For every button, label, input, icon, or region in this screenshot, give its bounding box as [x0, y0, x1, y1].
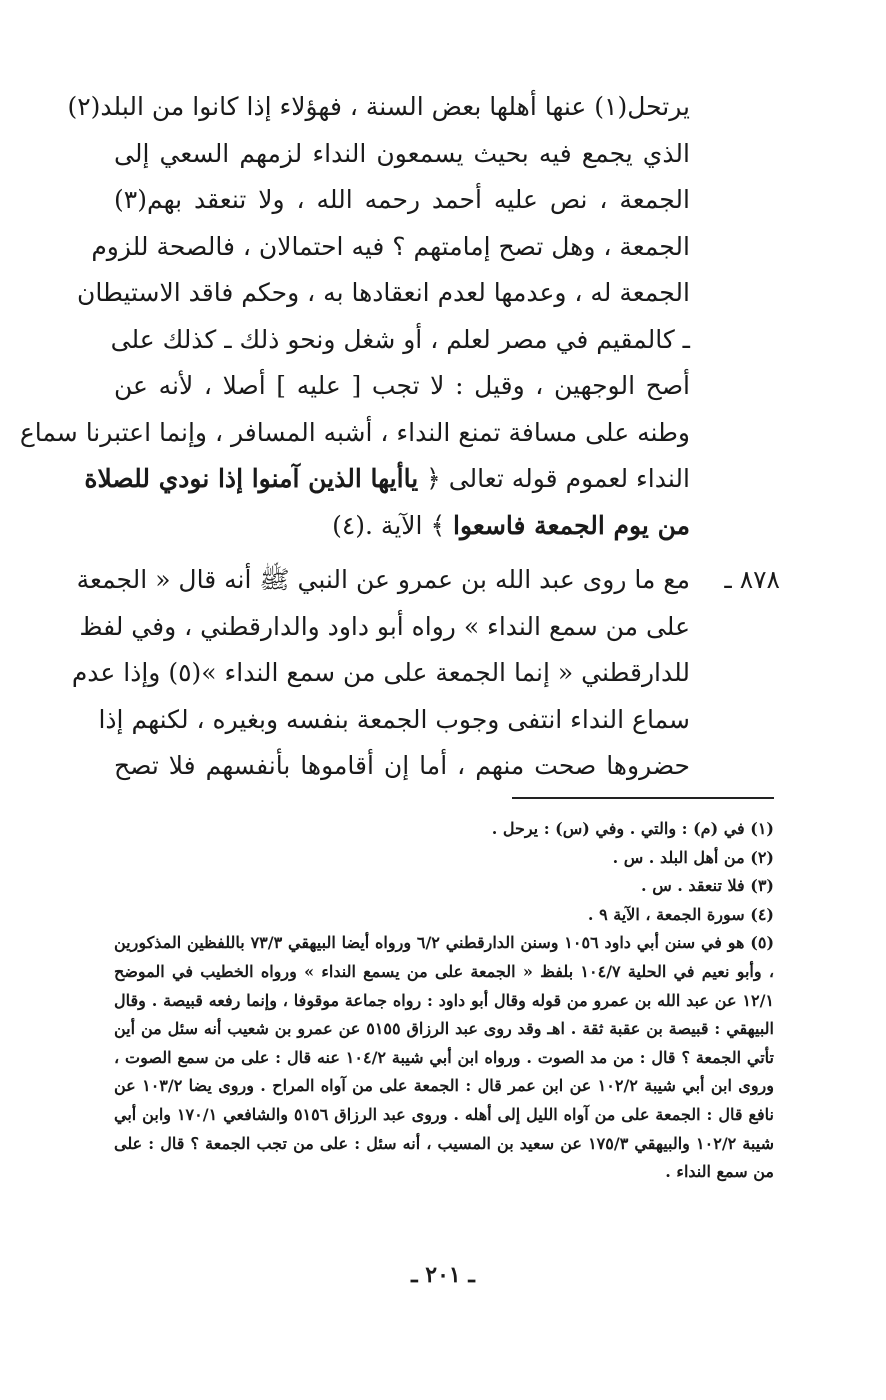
footnote-1: (١) في (م) : والتي . وفي (س) : يرحل .	[491, 819, 774, 838]
text-line: الجمعة ، وهل تصح إمامتهم ؟ فيه احتمالان ، فالصحة للزوم	[91, 231, 690, 261]
footnote-5: (٥) هو في سنن أبي داود ١٠٥٦ وسنن الدارقطني ٦/٢ ورواه أيضا البيهقي ٧٣/٣ باللفظين المذكورين ، وأبو نعيم في الحلية ١٠٤/٧ بلفظ « الجمعة على من يسمع النداء » ورواه الخطيب في الموضح ١٢/١ عن عبد الله بن عمرو من قوله وقال أبو داود : رواه جماعة موقوفا ، وإنما رفعه قبيصة . وقال البيهقي : قبيصة بن عقبة ثقة . اهـ وقد روى عبد الرزاق ٥١٥٥ عن عمرو بن شعيب أنه سئل من أين تأتي الجمعة ؟ قال : من مد الصوت . ورواه ابن أبي شيبة ١٠٤/٢ عنه قال : على من سمع الصوت ، وروى ابن أبي شيبة ١٠٢/٢ عن ابن عمر قال : الجمعة على من آواه المراح . وروى يضا ١٠٣/٢ عن نافع قال : الجمعة على من آواه الليل إلى أهله . وروى عبد الرزاق ٥١٥٦ والشافعي ١٧٠/١ وابن أبي شيبة ١٠٢/٢ والبيهقي ١٧٥/٣ عن سعيد بن المسيب ، أنه سئل : على من تجب الجمعة ؟ قال : على من سمع النداء .	[114, 933, 775, 1182]
text-segment: ﴾ الآية .(٤)	[332, 510, 454, 540]
text-line: الجمعة له ، وعدمها لعدم انعقادها به ، وحكم فاقد الاستيطان	[76, 278, 690, 307]
text-line: مع ما روى عبد الله بن عمرو عن النبي ﷺ أنه قال « الجمعة	[76, 565, 690, 594]
footnotes	[114, 815, 774, 1187]
paragraph-number: ٨٧٨ ـ	[724, 565, 780, 594]
footnote-3: (٣) فلا تنعقد . س .	[641, 876, 774, 896]
text-segment: النداء لعموم قوله تعالى ﴿	[418, 464, 690, 493]
footnote-2: (٢) من أهل البلد . س .	[612, 847, 774, 867]
text-line: ـ كالمقيم في مصر لعلم ، أو شغل ونحو ذلك ـ كذلك على	[110, 324, 690, 354]
text-line: وطنه على مسافة تمنع النداء ، أشبه المسافر ، وإنما اعتبرنا سماع	[19, 417, 690, 447]
paragraph-2	[71, 557, 780, 790]
text-line: أصح الوجهين ، وقيل : لا تجب [ عليه ] أصلا ، لأنه عن	[114, 371, 690, 400]
text-line: الجمعة ، نص عليه أحمد رحمه الله ، ولا تنعقد بهم(٣)	[114, 185, 690, 214]
text-line: الذي يجمع فيه بحيث يسمعون النداء لزمهم السعي إلى	[114, 138, 690, 168]
main-text	[19, 84, 780, 790]
quran-verse: من يوم الجمعة فاسعوا	[453, 510, 690, 540]
text-line: يرتحل(١) عنها أهلها بعض السنة ، فهؤلاء إذا كانوا من البلد(٢)	[67, 92, 690, 121]
paragraph-1	[19, 84, 690, 549]
footnote-divider	[512, 797, 774, 799]
quran-verse: ياأيها الذين آمنوا إذا نودي للصلاة	[84, 464, 419, 493]
text-line-last	[114, 503, 690, 550]
page-number: ـ ٢٠١ ـ	[411, 1262, 475, 1288]
text-line: على من سمع النداء » رواه أبو داود والدارقطني ، وفي لفظ	[79, 611, 690, 641]
text-line: سماع النداء انتفى وجوب الجمعة بنفسه وبغيره ، لكنهم إذا	[98, 704, 690, 734]
footnote-4: (٤) سورة الجمعة ، الآية ٩ .	[587, 904, 774, 924]
text-line: حضروها صحت منهم ، أما إن أقاموها بأنفسهم فلا تصح	[114, 751, 690, 780]
text-line	[84, 456, 690, 503]
text-line: للدارقطني « إنما الجمعة على من سمع النداء »(٥) وإذا عدم	[71, 658, 690, 687]
